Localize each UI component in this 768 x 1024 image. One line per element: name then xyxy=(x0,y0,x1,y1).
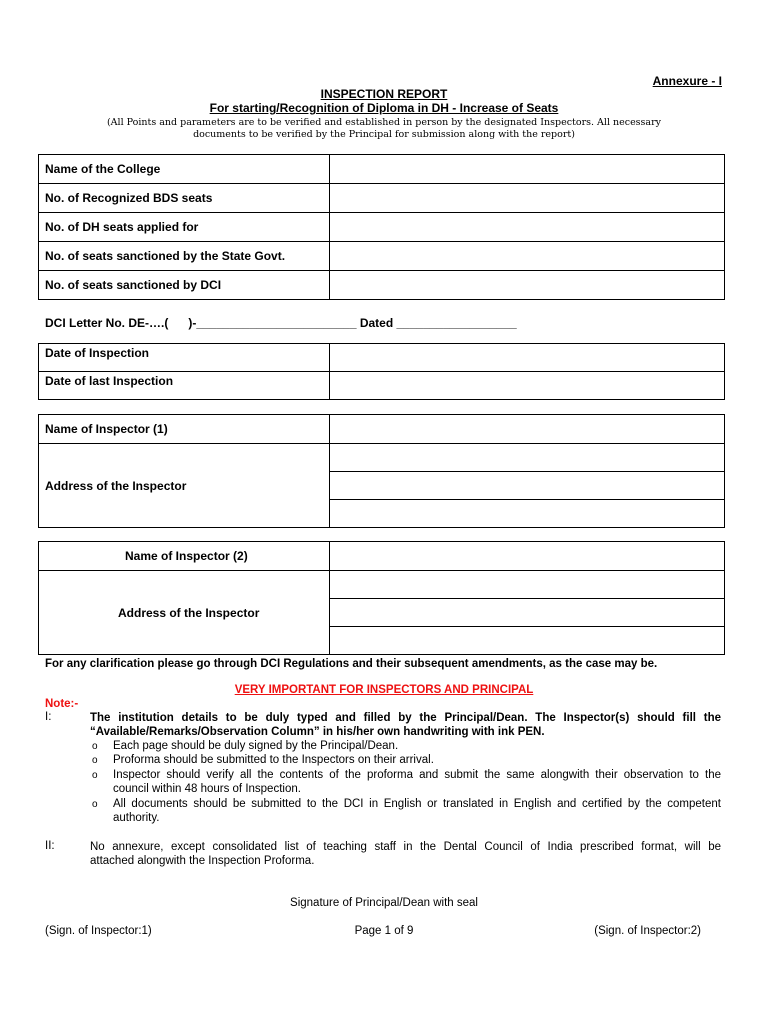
very-important-heading: VERY IMPORTANT FOR INSPECTORS AND PRINCIPAL xyxy=(234,684,534,696)
dh-seats-applied-label: No. of DH seats applied for xyxy=(39,213,330,242)
point1-numeral: I: xyxy=(45,711,52,723)
inspector1-address-line2[interactable] xyxy=(330,472,725,500)
note-label: Note:- xyxy=(45,698,79,710)
inspector2-name-field[interactable] xyxy=(330,542,725,571)
inspector2-signature-label: (Sign. of Inspector:2) xyxy=(594,925,701,937)
bullet-item: Inspector should verify all the contents of the proforma and submit the same alongwith their observation to the xyxy=(113,769,721,781)
inspector2-table xyxy=(38,541,725,655)
inspection-dates-table xyxy=(38,343,725,400)
principal-signature-label: Signature of Principal/Dean with seal xyxy=(290,897,478,909)
inspector2-address-line3[interactable] xyxy=(330,627,725,655)
dh-seats-applied-field[interactable] xyxy=(330,213,725,242)
point1-line2: “Available/Remarks/Observation Column” in his/her own handwriting with ink PEN. xyxy=(90,726,545,738)
bullet-marker: o xyxy=(92,741,98,752)
bullet-item: All documents should be submitted to the DCI in English or translated in English and certified by the competent xyxy=(113,798,721,810)
date-of-last-inspection-label: Date of last Inspection xyxy=(39,372,330,400)
bullet-item: Proforma should be submitted to the Inspectors on their arrival. xyxy=(113,754,434,766)
point2-line2: attached alongwith the Inspection Proforma. xyxy=(90,855,315,867)
verification-note-line2: documents to be verified by the Principal for submission along with the report) xyxy=(193,129,575,140)
verification-note-line1: (All Points and parameters are to be verified and established in person by the designated Inspectors. All necessary xyxy=(106,117,662,128)
point2-line1: No annexure, except consolidated list of teaching staff in the Dental Council of India prescribed format, will be xyxy=(90,841,721,853)
date-of-last-inspection-field[interactable] xyxy=(330,372,725,400)
point1-line1: The institution details to be duly typed and filled by the Principal/Dean. The Inspector(s) should fill the xyxy=(90,712,721,724)
bullet-item-continuation: council within 48 hours of Inspection. xyxy=(113,783,301,795)
inspector2-address-line2[interactable] xyxy=(330,599,725,627)
inspector1-address-label: Address of the Inspector xyxy=(39,444,330,528)
inspector1-name-field[interactable] xyxy=(330,415,725,444)
inspector1-table xyxy=(38,414,725,528)
bullet-item: Each page should be duly signed by the Principal/Dean. xyxy=(113,740,399,752)
inspector2-name-label: Name of Inspector (2) xyxy=(39,542,330,571)
state-sanctioned-label: No. of seats sanctioned by the State Govt. xyxy=(39,242,330,271)
page-number: Page 1 of 9 xyxy=(354,925,414,937)
inspector2-address-label: Address of the Inspector xyxy=(39,571,330,655)
college-name-label: Name of the College xyxy=(39,155,330,184)
college-name-field[interactable] xyxy=(330,155,725,184)
date-of-inspection-field[interactable] xyxy=(330,344,725,372)
college-details-table xyxy=(38,154,725,300)
inspector1-address-line1[interactable] xyxy=(330,444,725,472)
date-of-inspection-label: Date of Inspection xyxy=(39,344,330,372)
annexure-label: Annexure - I xyxy=(652,74,722,88)
bds-seats-label: No. of Recognized BDS seats xyxy=(39,184,330,213)
inspector1-name-label: Name of Inspector (1) xyxy=(39,415,330,444)
inspector1-address-line3[interactable] xyxy=(330,500,725,528)
inspector1-signature-label: (Sign. of Inspector:1) xyxy=(45,925,152,937)
bullet-item-continuation: authority. xyxy=(113,812,160,824)
dci-letter-line: DCI Letter No. DE-….( )-________________________ Dated __________________ xyxy=(45,316,517,330)
report-subtitle: For starting/Recognition of Diploma in DH - Increase of Seats xyxy=(209,101,559,115)
state-sanctioned-field[interactable] xyxy=(330,242,725,271)
point2-numeral: II: xyxy=(45,840,55,852)
dci-sanctioned-label: No. of seats sanctioned by DCI xyxy=(39,271,330,300)
dci-sanctioned-field[interactable] xyxy=(330,271,725,300)
bullet-marker: o xyxy=(92,770,98,781)
bullet-marker: o xyxy=(92,799,98,810)
bds-seats-field[interactable] xyxy=(330,184,725,213)
inspector2-address-line1[interactable] xyxy=(330,571,725,599)
verification-note xyxy=(60,117,708,141)
report-title: INSPECTION REPORT xyxy=(320,87,448,101)
clarification-text: For any clarification please go through DCI Regulations and their subsequent amendments, as the case may be. xyxy=(45,658,658,670)
bullet-marker: o xyxy=(92,755,98,766)
